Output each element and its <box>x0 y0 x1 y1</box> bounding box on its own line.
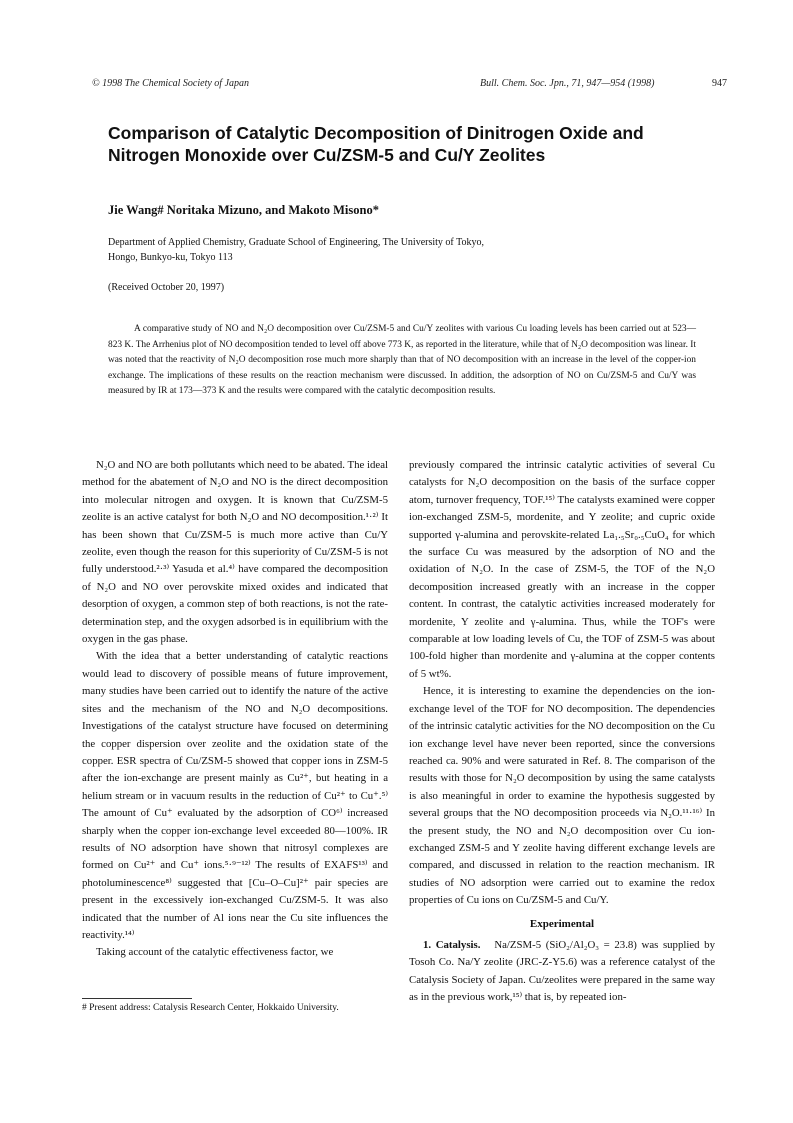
footnote: # Present address: Catalysis Research Center, Hokkaido University. <box>82 1003 339 1013</box>
right-column <box>409 457 715 1007</box>
title-line-1: Comparison of Catalytic Decomposition of Dinitrogen Oxide and <box>108 123 644 143</box>
subsection-heading: 1. Catalysis. <box>423 938 481 951</box>
journal-copyright: © 1998 The Chemical Society of Japan <box>92 78 250 89</box>
affiliation-line-1: Department of Applied Chemistry, Graduate School of Engineering, The University of Tokyo, <box>108 237 484 248</box>
abstract: A comparative study of NO and N₂O decomposition over Cu/ZSM-5 and Cu/Y zeolites with various Cu loading levels has been carried out at 523—823 K. The Arrhenius plot of NO decomposition tended to level off above 773 K, as reported in the literature, while that of N₂O decomposition was linear. It was noted that the reactivity of N₂O decomposition rose much more sharply than that of NO decomposition with an increase in the level of the copper-ion exchange. The implications of these results on the reaction mechanism were discussed. In addition, the adsorption of NO on Cu/ZSM-5 and Cu/Y was measured by IR at 173—373 K and the results were compared with the catalytic decomposition results. <box>108 324 696 397</box>
footnote-divider <box>82 998 192 999</box>
affiliation <box>108 235 628 265</box>
body-paragraph: Hence, it is interesting to examine the dependencies on the ion-exchange level of the TOF for NO decomposition. The dependencies of the intrinsic catalytic activities for the NO decomposition on the Cu ion exchange level have never been reported, since the conversions reached ca. 90% and were saturated in Ref. 8. The comparison of the results with those for N₂O decomposition by using the same catalysts is also meaningful in order to examine the hypothesis suggested by several groups that the NO decomposition proceeds via N₂O.¹¹·¹⁶⁾ In the present study, the NO and N₂O decomposition over Cu ion-exchanged ZSM-5 and Y zeolite having different exchange levels are compared, and discussed in relation to the reaction mechanism. IR studies of NO adsorption were carried out to examine the redox properties of Cu ions on Cu/ZSM-5 and Cu/Y. <box>409 685 715 907</box>
subsection-text: Na/ZSM-5 (SiO₂/Al₂O₃ = 23.8) was supplied by Tosoh Co. Na/Y zeolite (JRC-Z-Y5.6) was a reference catalyst of the Catalysis Society of Japan. Cu/zeolites were prepared in the same way as in the previous work,¹⁵⁾ that is, by repeated ion- <box>409 938 715 1004</box>
body-paragraph: N₂O and NO are both pollutants which need to be abated. The ideal method for the abatement of N₂O and NO is the direct decomposition into molecular nitrogen and oxygen. It is known that Cu/ZSM-5 zeolite is an active catalyst for both N₂O and NO decomposition.¹·²⁾ It has been shown that Cu/ZSM-5 is much more active than Cu/Y zeolite, even though the reason for this superiority of Cu/ZSM-5 is not fully understood.²·³⁾ Yasuda et al.⁴⁾ have compared the decomposition of N₂O and NO over perovskite mixed oxides and indicated that desorption of oxygen, a common step of both reactions, is not the rate-determination step, and the oxygen adsorbed is in equilibrium with the oxygen in the gas phase. <box>82 459 388 646</box>
left-column <box>82 457 388 962</box>
paper-title <box>108 122 708 166</box>
title-line-2: Nitrogen Monoxide over Cu/ZSM-5 and Cu/Y Zeolites <box>108 145 546 165</box>
body-paragraph: Taking account of the catalytic effectiveness factor, we <box>96 946 334 959</box>
journal-citation: Bull. Chem. Soc. Jpn., 71, 947—954 (1998) <box>480 78 655 89</box>
authors: Jie Wang# Noritaka Mizuno, and Makoto Misono* <box>108 203 379 217</box>
page-number: 947 <box>712 78 727 89</box>
body-paragraph <box>409 937 715 1007</box>
received-date: (Received October 20, 1997) <box>108 282 225 293</box>
affiliation-line-2: Hongo, Bunkyo-ku, Tokyo 113 <box>108 252 233 263</box>
body-paragraph: With the idea that a better understanding of catalytic reactions would lead to discovery of possible means of future improvement, many studies have been carried out to identify the nature of the active sites and the mechanism of the NO and N₂O decompositions. Investigations of the catalyst structure have focused on determining the copper dispersion over zeolite and the oxidation state of the copper. ESR spectra of Cu/ZSM-5 showed that copper ions in ZSM-5 after the ion-exchange are present mainly as Cu²⁺, but heating in a helium stream or in vacuum results in the reduction of Cu²⁺ to Cu⁺.⁵⁾ The amount of Cu⁺ evaluated by the adsorption of CO⁶⁾ increased sharply when the copper ion-exchange level exceeded 80—100%. IR results of NO adsorption have shown that nitrosyl complexes are formed on Cu²⁺ and Cu⁺ ions.⁵·⁹⁻¹²⁾ The results of EXAFS¹³⁾ and photoluminescence⁸⁾ suggested that [Cu–O–Cu]²⁺ pair species are present in the excessively ion-exchanged Cu/ZSM-5. It was also indicated that the number of Al ions near the Cu site influences the reactivity.¹⁴⁾ <box>82 650 388 941</box>
section-heading-experimental: Experimental <box>529 917 595 930</box>
body-paragraph: previously compared the intrinsic catalytic activities of several Cu catalysts for N₂O decomposition on the basis of the surface copper atom, turnover frequency, TOF.¹⁵⁾ The catalysts examined were copper ion-exchanged ZSM-5, mordenite, and Y zeolite; and cupric oxide supported γ-alumina and perovskite-related La₁.₅Sr₀.₅CuO₄ for which the surface Cu was measured by the adsorption of NO and the oxidation of N₂O. In the case of ZSM-5, the TOF of the N₂O decomposition increased greatly with an increase in the copper content. In contrast, the catalytic activities increased moderately for mordenite, Y zeolite and γ-alumina. Thus, while the TOF's were comparable at low loading levels of Cu, the TOF of ZSM-5 was about 100-fold higher than mordenite and γ-alumina at the copper contents of 5 wt%. <box>409 459 715 680</box>
